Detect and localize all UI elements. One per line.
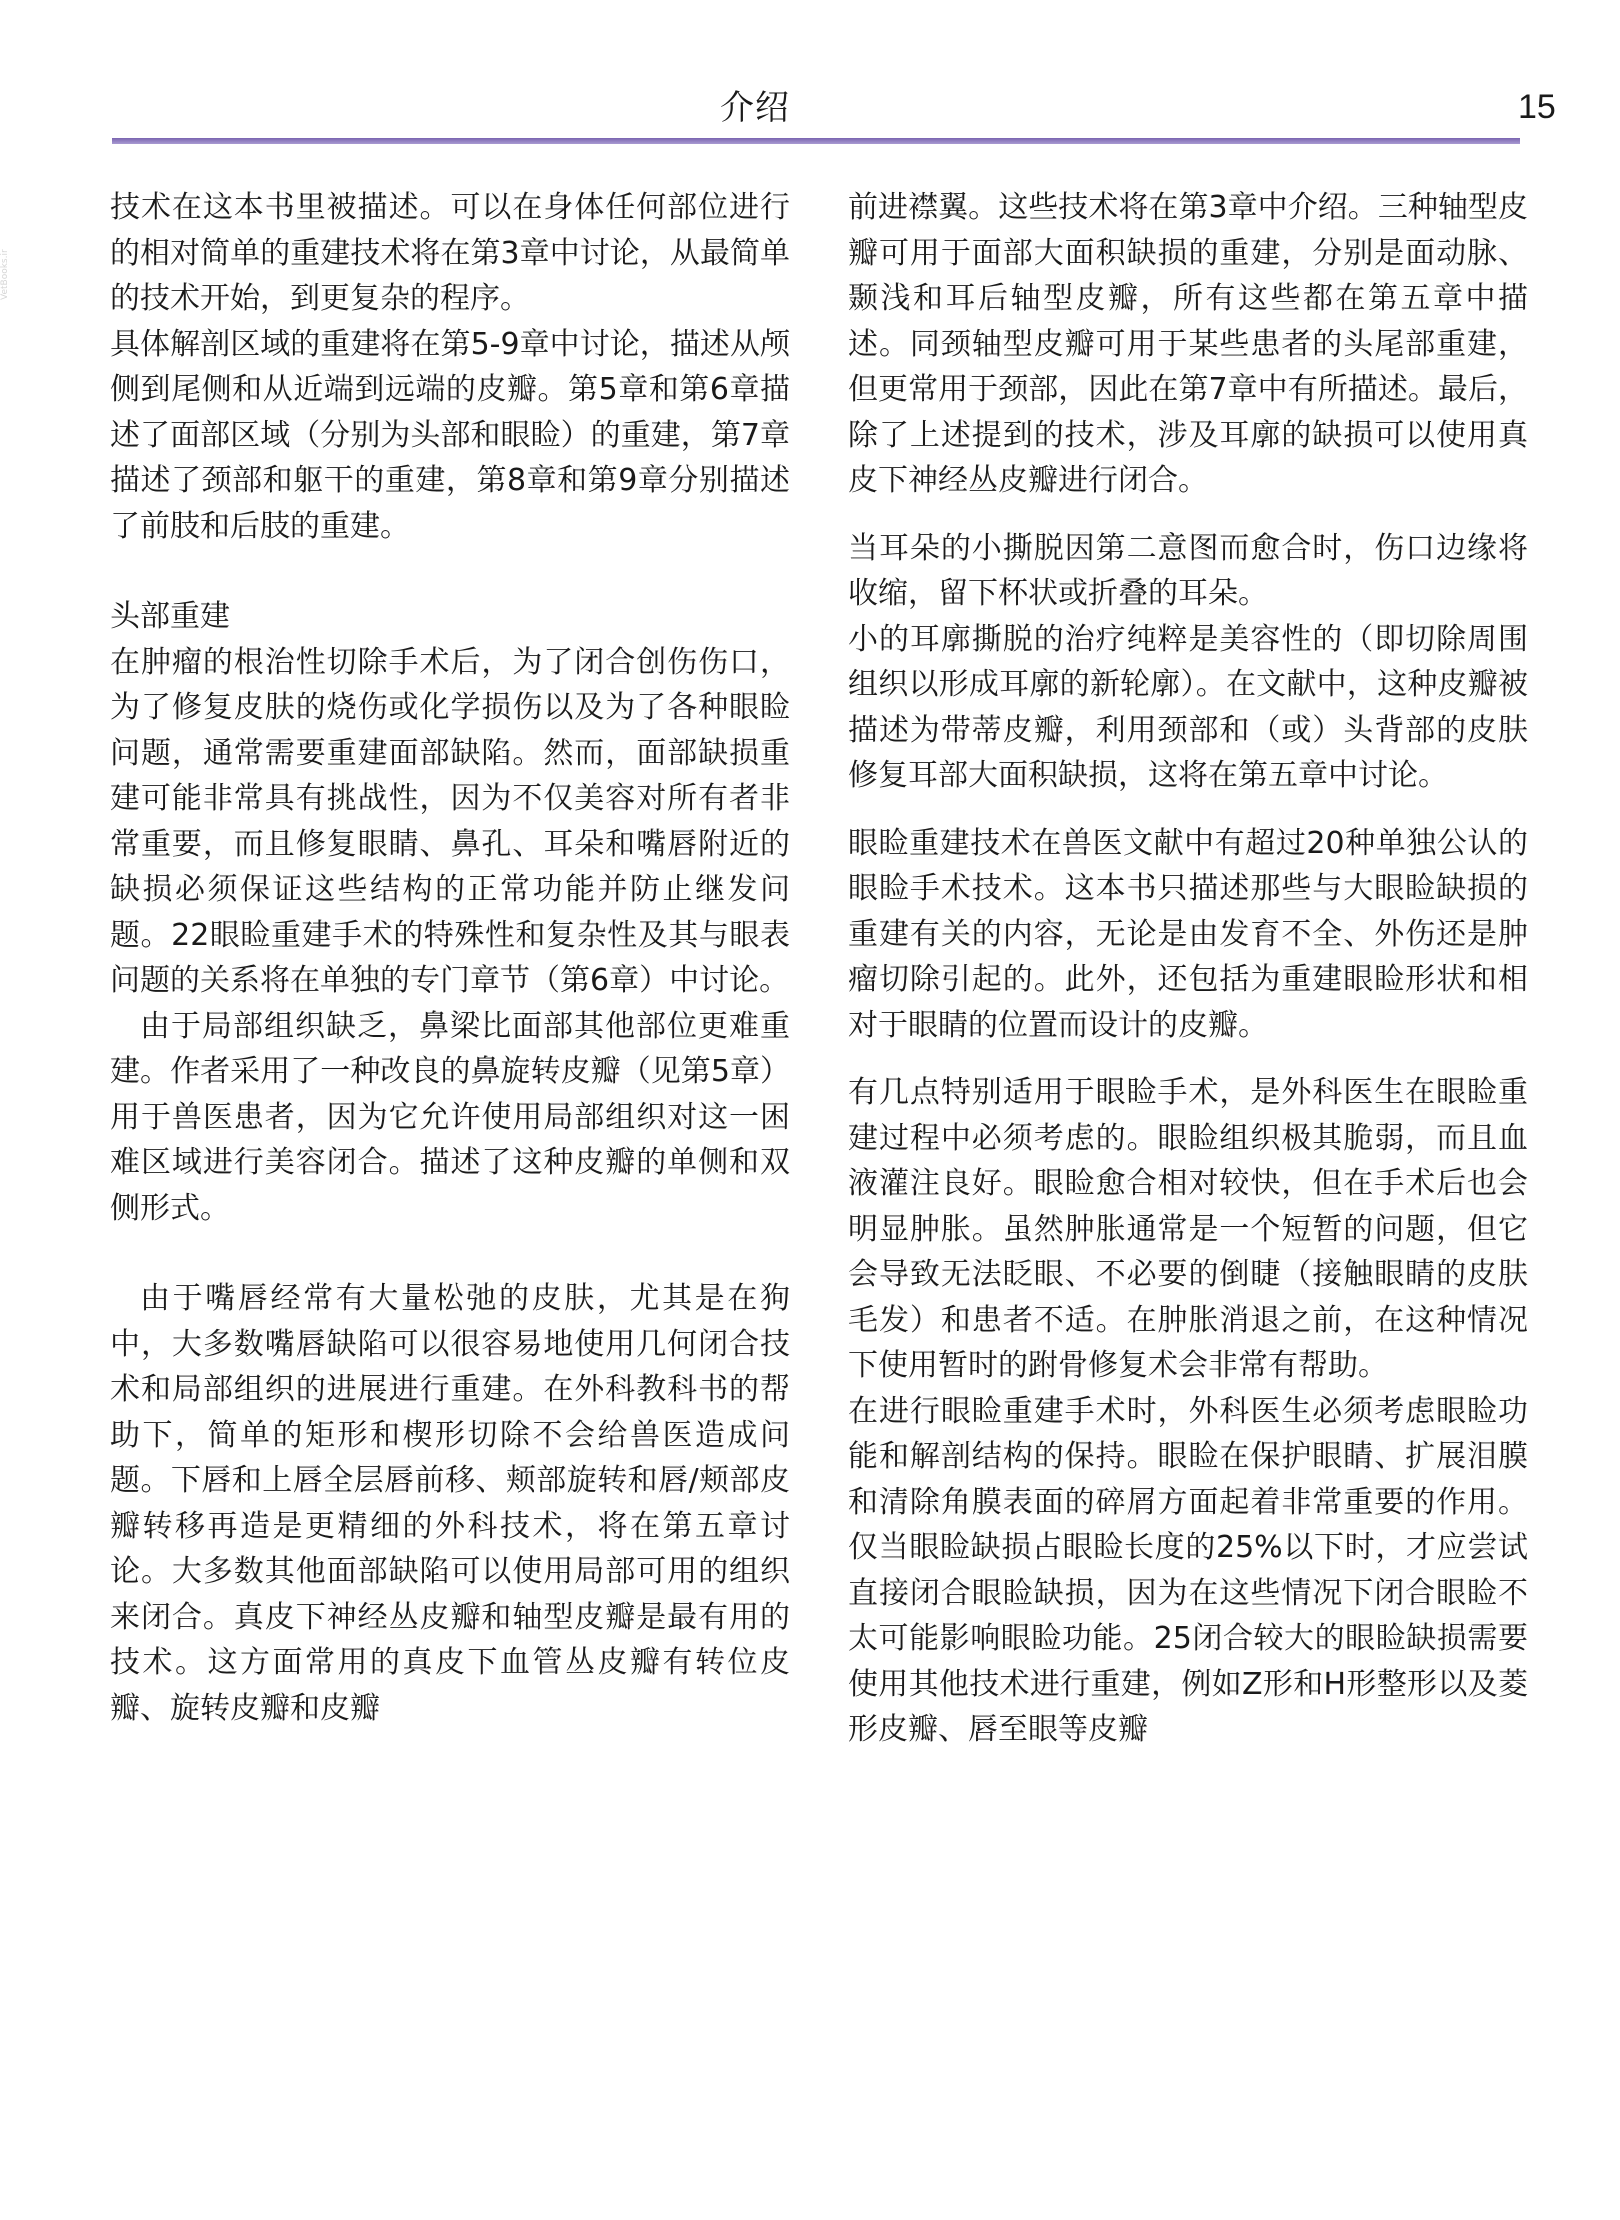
right-column [848,185,1528,1753]
paragraph: 前进襟翼。这些技术将在第3章中介绍。三种轴型皮瓣可用于面部大面积缺损的重建，分别是面动脉、颞浅和耳后轴型皮瓣，所有这些都在第五章中描述。同颈轴型皮瓣可用于某些患者的头尾部重建，但更常用于颈部，因此在第7章中有所描述。最后，除了上述提到的技术，涉及耳廓的缺损可以使用真皮下神经丛皮瓣进行闭合。 [848,190,1528,498]
paragraph: 在进行眼睑重建手术时，外科医生必须考虑眼睑功能和解剖结构的保持。眼睑在保护眼睛、扩展泪膜和清除角膜表面的碎屑方面起着非常重要的作用。仅当眼睑缺损占眼睑长度的25%以下时，才应尝试直接闭合眼睑缺损，因为在这些情况下闭合眼睑不太可能影响眼睑功能。25闭合较大的眼睑缺损需要使用其他技术进行重建，例如Z形和H形整形以及菱形皮瓣、唇至眼等皮瓣 [848,1393,1528,1747]
paragraph: 由于局部组织缺乏，鼻梁比面部其他部位更难重建。作者采用了一种改良的鼻旋转皮瓣（见第5章）用于兽医患者，因为它允许使用局部组织对这一困难区域进行美容闭合。描述了这种皮瓣的单侧和双侧形式。 [110,1008,790,1226]
page-number: 15 [1518,88,1556,126]
paragraph: 具体解剖区域的重建将在第5-9章中讨论，描述从颅侧到尾侧和从近端到远端的皮瓣。第5章和第6章描述了面部区域（分别为头部和眼睑）的重建，第7章描述了颈部和躯干的重建，第8章和第9章分别描述了前肢和后肢的重建。 [110,326,790,544]
page-header [0,0,1620,160]
watermark: VetBooks.ir [0,249,10,300]
left-column [110,185,790,1731]
paragraph: 当耳朵的小撕脱因第二意图而愈合时，伤口边缘将收缩，留下杯状或折叠的耳朵。 [848,530,1528,611]
paragraph: 由于嘴唇经常有大量松弛的皮肤，尤其是在狗中，大多数嘴唇缺陷可以很容易地使用几何闭合技术和局部组织的进展进行重建。在外科教科书的帮助下，简单的矩形和楔形切除不会给兽医造成问题。下唇和上唇全层唇前移、颊部旋转和唇/颊部皮瓣转移再造是更精细的外科技术，将在第五章讨论。大多数其他面部缺陷可以使用局部可用的组织来闭合。真皮下神经丛皮瓣和轴型皮瓣是最有用的技术。这方面常用的真皮下血管丛皮瓣有转位皮瓣、旋转皮瓣和皮瓣 [110,1281,790,1726]
running-title: 介绍 [720,88,790,128]
paragraph: 小的耳廓撕脱的治疗纯粹是美容性的（即切除周围组织以形成耳廓的新轮廓）。在文献中，这种皮瓣被描述为带蒂皮瓣，利用颈部和（或）头背部的皮肤修复耳部大面积缺损，这将在第五章中讨论。 [848,621,1528,793]
header-rule [112,138,1520,144]
paragraph: 眼睑重建技术在兽医文献中有超过20种单独公认的眼睑手术技术。这本书只描述那些与大眼睑缺损的重建有关的内容，无论是由发育不全、外伤还是肿瘤切除引起的。此外，还包括为重建眼睑形状和相对于眼睛的位置而设计的皮瓣。 [848,825,1528,1043]
section-heading: 头部重建 [110,599,230,634]
paragraph: 有几点特别适用于眼睑手术，是外科医生在眼睑重建过程中必须考虑的。眼睑组织极其脆弱，而且血液灌注良好。眼睑愈合相对较快，但在手术后也会明显肿胀。虽然肿胀通常是一个短暂的问题，但它会导致无法眨眼、不必要的倒睫（接触眼睛的皮肤毛发）和患者不适。在肿胀消退之前，在这种情况下使用暂时的跗骨修复术会非常有帮助。 [848,1075,1528,1383]
paragraph: 在肿瘤的根治性切除手术后，为了闭合创伤伤口，为了修复皮肤的烧伤或化学损伤以及为了各种眼睑问题，通常需要重建面部缺陷。然而，面部缺损重建可能非常具有挑战性，因为不仅美容对所有者非常重要，而且修复眼睛、鼻孔、耳朵和嘴唇附近的缺损必须保证这些结构的正常功能并防止继发问题。22眼睑重建手术的特殊性和复杂性及其与眼表问题的关系将在单独的专门章节（第6章）中讨论。 [110,644,790,998]
paragraph: 技术在这本书里被描述。可以在身体任何部位进行的相对简单的重建技术将在第3章中讨论，从最简单的技术开始，到更复杂的程序。 [110,190,790,316]
